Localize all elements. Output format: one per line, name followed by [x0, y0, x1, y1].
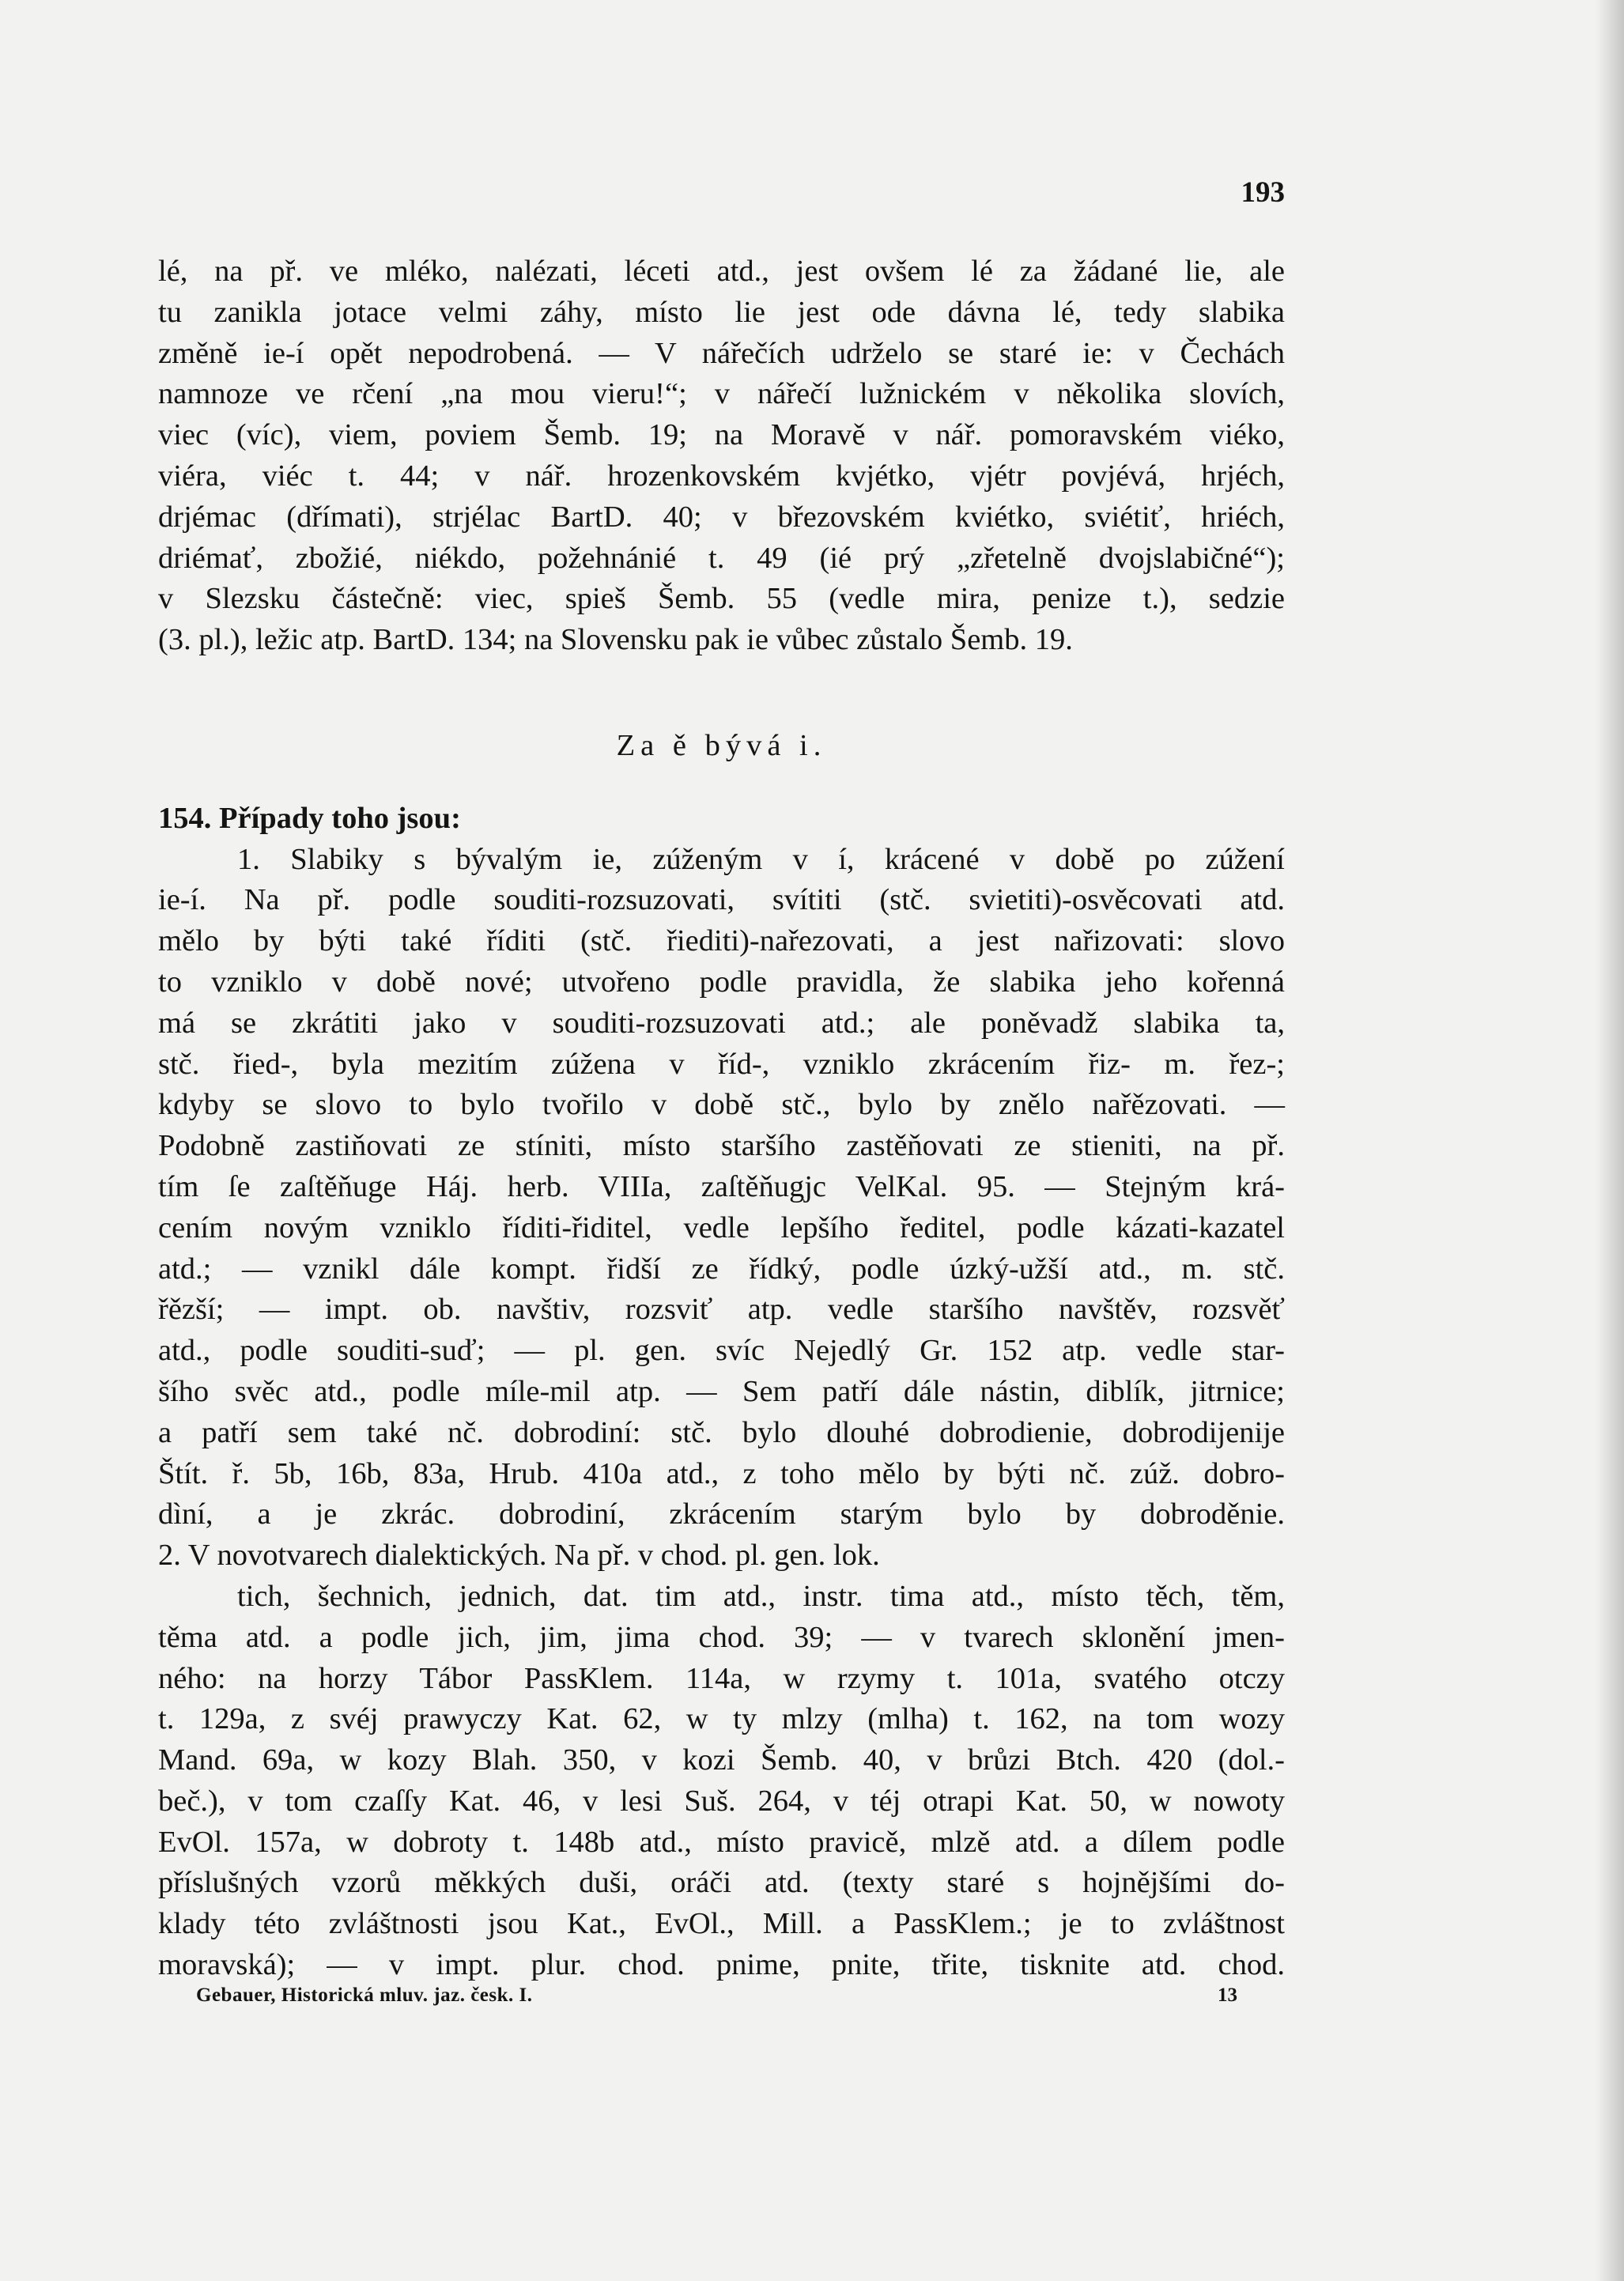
body-text — [158, 251, 1285, 2027]
text-line: beč.), v tom czaſſy Kat. 46, v lesi Suš. 264, v téj otrapi Kat. 50, w nowoty — [158, 1784, 1285, 1818]
text-line: (3. pl.), ležic atp. BartD. 134; na Slovensku pak ie vůbec zůstalo Šemb. 19. — [158, 623, 1073, 657]
text-line: kdyby se slovo to bylo tvořilo v době stč., bylo by znělo nařězovati. — — [158, 1088, 1285, 1122]
section-heading: Za ě bývá i. — [616, 728, 827, 762]
text-line: má se zkrátiti jako v souditi-rozsuzovati atd.; ale poněvadž slabika ta, — [158, 1006, 1285, 1040]
text-line: mělo by býti také říditi (stč. řiediti)-nařezovati, a jest nařizovati: slovo — [158, 924, 1285, 958]
footer-book-title: Gebauer, Historická mluv. jaz. česk. I. — [196, 1985, 533, 2006]
text-line: tu zanikla jotace velmi záhy, místo lie jest ode dávna lé, tedy slabika — [158, 295, 1285, 329]
text-line: tich, šechnich, jednich, dat. tim atd., instr. tima atd., místo těch, těm, — [237, 1579, 1285, 1613]
text-line: moravská); — v impt. plur. chod. pnime, pnite, třite, tisknite atd. chod. — [158, 1948, 1285, 1982]
paragraph-1 — [158, 251, 1285, 661]
text-line: stč. řied-, byla mezitím zúžena v říd-, vzniklo zkrácením řiz- m. řez-; — [158, 1047, 1285, 1081]
text-line: klady této zvláštnosti jsou Kat., EvOl., Mill. a PassKlem.; je to zvláštnost — [158, 1907, 1285, 1941]
text-line: šího svěc atd., podle míle-mil atp. — Sem patří dále nástin, diblík, jitrnice; — [158, 1374, 1285, 1408]
text-line: Štít. ř. 5b, 16b, 83a, Hrub. 410a atd., z toho mělo by býti nč. zúž. dobro- — [158, 1456, 1285, 1490]
text-line: t. 129a, z svéj prawyczy Kat. 62, w ty mlzy (mlha) t. 162, na tom wozy — [158, 1702, 1285, 1736]
text-line: namnoze ve rčení „na mou vieru!“; v nářečí lužnickém v několika slovích, — [158, 377, 1285, 411]
text-line: EvOl. 157a, w dobroty t. 148b atd., místo pravicě, mlzě atd. a dílem podle — [158, 1825, 1285, 1859]
text-line: 2. V novotvarech dialektických. Na př. v chod. pl. gen. lok. — [158, 1539, 880, 1573]
text-line: dìní, a je zkrác. dobrodiní, zkrácením starým bylo by dobroděnie. — [158, 1497, 1285, 1531]
text-line: Podobně zastiňovati ze stíniti, místo staršího zastěňovati ze stieniti, na př. — [158, 1129, 1285, 1163]
text-line: viec (víc), viem, poviem Šemb. 19; na Moravě v nář. pomoravském viéko, — [158, 418, 1285, 452]
text-line: lé, na př. ve mléko, nalézati, léceti atd., jest ovšem lé za žádané lie, ale — [158, 255, 1285, 288]
text-line: příslušných vzorů měkkých duši, oráči atd. (texty staré s hojnějšími do- — [158, 1866, 1285, 1900]
text-line: driémať, zbožié, niékdo, požehnánié t. 49 (ié prý „zřetelně dvojslabičné“); — [158, 541, 1285, 575]
text-line: ného: na horzy Tábor PassKlem. 114a, w rzymy t. 101a, svatého otczy — [158, 1661, 1285, 1695]
text-line: a patří sem také nč. dobrodiní: stč. bylo dlouhé dobrodienie, dobrodijenije — [158, 1415, 1285, 1449]
page-edge-shadow — [1596, 0, 1624, 2281]
text-line: Mand. 69a, w kozy Blah. 350, v kozi Šemb. 40, v brůzi Btch. 420 (dol.- — [158, 1743, 1285, 1777]
section-number-line: 154. Případy toho jsou: — [158, 801, 461, 835]
text-line: cením novým vzniklo říditi-řiditel, vedle lepšího ředitel, podle kázati-kazatel — [158, 1210, 1285, 1244]
text-line: řězší; — impt. ob. navštiv, rozsviť atp. vedle staršího navštěv, rozsvěť — [158, 1293, 1285, 1327]
text-line: viéra, viéc t. 44; v nář. hrozenkovském kvjétko, vjétr povjévá, hrjéch, — [158, 459, 1285, 493]
text-line: změně ie-í opět nepodrobená. — V nářečích udrželo se staré ie: v Čechách — [158, 336, 1285, 370]
footer-signature-mark: 13 — [1218, 1985, 1237, 2006]
text-line: atd.; — vznikl dále kompt. řidší ze řídký, podle úzký-užší atd., m. stč. — [158, 1252, 1285, 1286]
text-line: ie-í. Na př. podle souditi-rozsuzovati, svítiti (stč. svietiti)-osvěcovati atd. — [158, 883, 1285, 917]
paragraph-2 — [158, 799, 1285, 2027]
page-number: 193 — [1241, 176, 1285, 209]
text-line: tím ſe zaſtěňuge Háj. herb. VIIIa, zaſtěňugjc VelKal. 95. — Stejným krá- — [158, 1169, 1285, 1203]
text-line: drjémac (dřímati), strjélac BartD. 40; v březovském kviétko, sviétiť, hriéch, — [158, 500, 1285, 534]
text-line: to vzniklo v době nové; utvořeno podle pravidla, že slabika jeho kořenná — [158, 965, 1285, 999]
text-line: těma atd. a podle jich, jim, jima chod. 39; — v tvarech sklonění jmen- — [158, 1620, 1285, 1654]
text-line: 1. Slabiky s bývalým ie, zúženým v í, krácené v době po zúžení — [237, 842, 1285, 876]
text-line: v Slezsku částečně: viec, spieš Šemb. 55 (vedle mira, penize t.), sedzie — [158, 582, 1285, 616]
text-line: atd., podle souditi-suď; — pl. gen. svíc Nejedlý Gr. 152 atp. vedle star- — [158, 1334, 1285, 1368]
